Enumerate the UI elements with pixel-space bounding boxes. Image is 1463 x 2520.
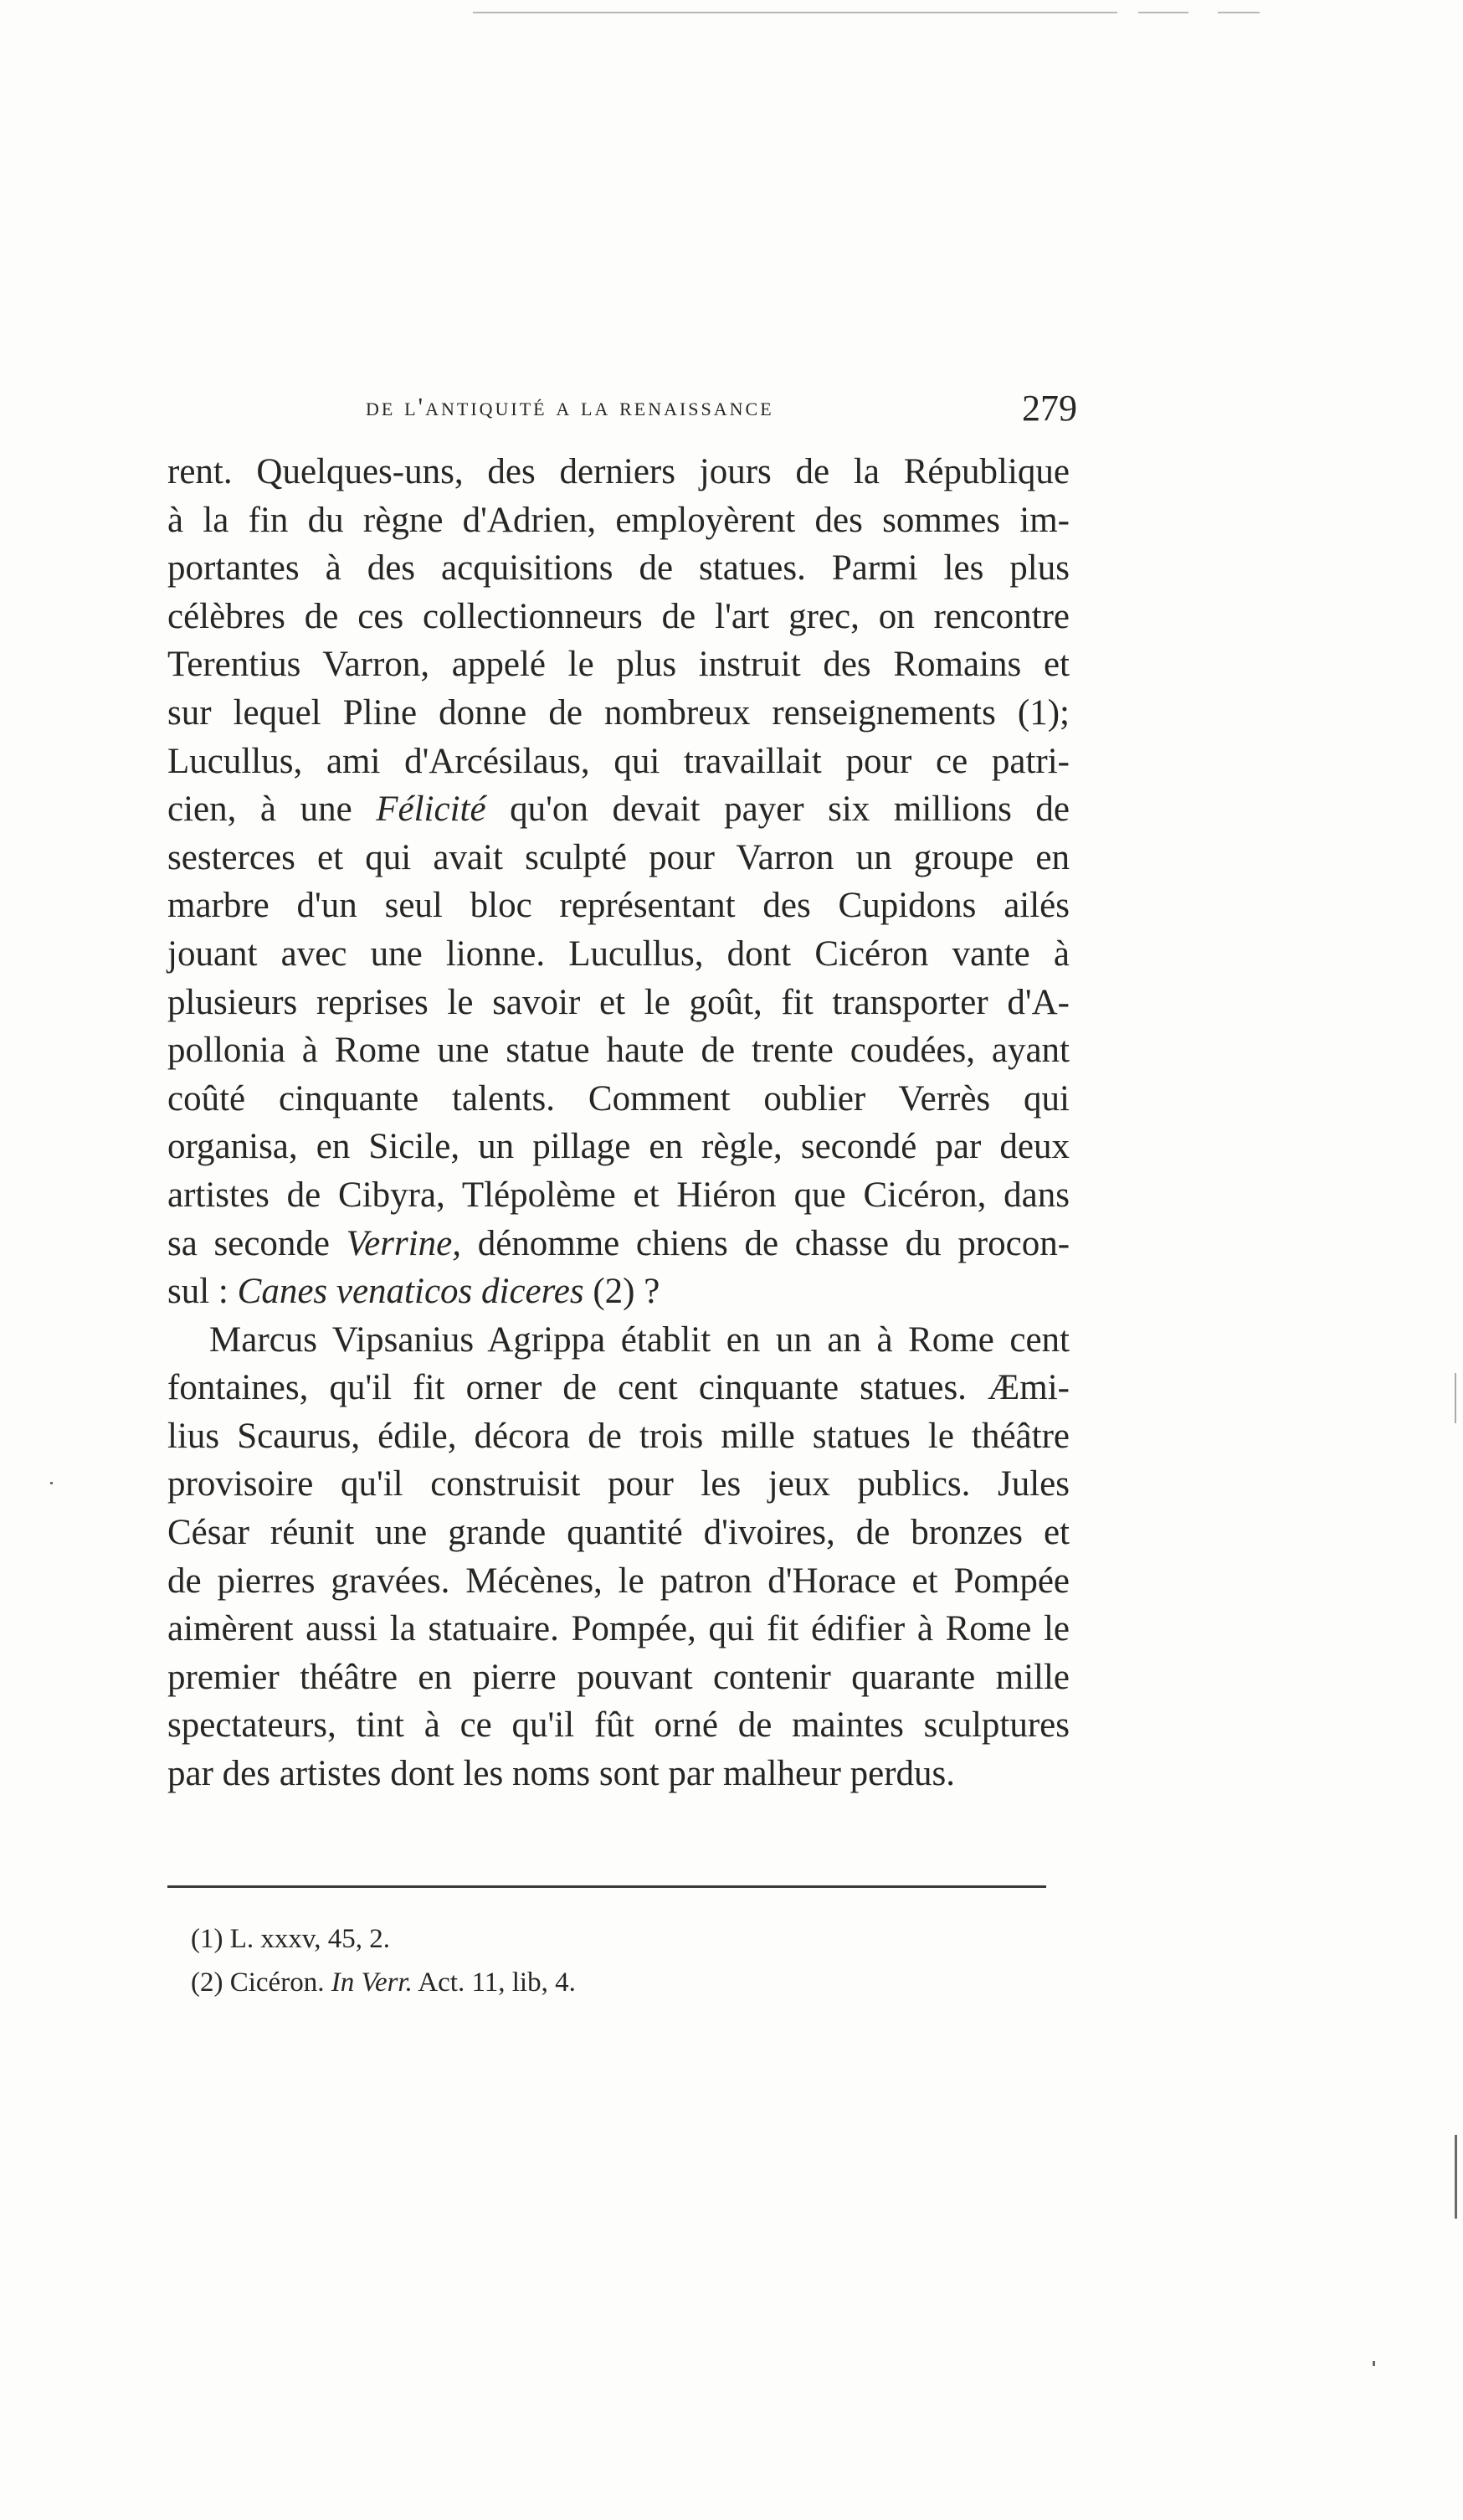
text-line: coûté cinquante talents. Comment oublier Verrès qui — [167, 1078, 1070, 1119]
text-line: de pierres gravées. Mécènes, le patron d'Horace et Pompée — [167, 1561, 1070, 1601]
text-fragment: (2) ? — [583, 1272, 660, 1312]
text-line: artistes de Cibyra, Tlépolème et Hiéron que Cicéron, dans — [167, 1175, 1070, 1215]
scan-edge-mark — [1455, 1373, 1456, 1423]
page-number: 279 — [1022, 388, 1077, 429]
text-line: sesterces et qui avait sculpté pour Varron un groupe en — [167, 837, 1070, 877]
text-fragment: dénomme chiens de chasse du procon- — [461, 1223, 1070, 1263]
scan-edge-mark — [50, 1482, 53, 1484]
text-line: à la fin du règne d'Adrien, employèrent des sommes im- — [167, 500, 1070, 540]
text-line: Terentius Varron, appelé le plus instruit des Romains et — [167, 645, 1070, 685]
footnote-text: Act. 11, lib, 4. — [412, 1967, 576, 1998]
text-line: provisoire qu'il construisit pour les jeux publics. Jules — [167, 1464, 1070, 1504]
text-line: spectateurs, tint à ce qu'il fût orné de maintes sculptures — [167, 1705, 1070, 1746]
text-line — [167, 785, 1070, 834]
running-head-title: de l'antiquité a la renaissance — [366, 392, 774, 421]
text-line: portantes à des acquisitions de statues. Parmi les plus — [167, 548, 1070, 589]
text-line: plusieurs reprises le savoir et le goût, fit transporter d'A- — [167, 982, 1070, 1022]
scan-edge-mark — [1455, 2135, 1457, 2219]
text-line: sur lequel Pline donne de nombreux renseignements (1); — [167, 692, 1070, 733]
italic-text: Verrine, — [346, 1223, 462, 1263]
text-line: célèbres de ces collectionneurs de l'art grec, on rencontre — [167, 596, 1070, 636]
text-line: organisa, en Sicile, un pillage en règle, secondé par deux — [167, 1127, 1070, 1167]
text-line: lius Scaurus, édile, décora de trois mille statues le théâtre — [167, 1416, 1070, 1456]
footnote-text: (1) L. xxxv, 45, 2. — [191, 1924, 390, 1954]
text-line: aimèrent aussi la statuaire. Pompée, qui fit édifier à Rome le — [167, 1609, 1070, 1649]
footnotes — [191, 1917, 1028, 2004]
text-fragment: sul : — [167, 1272, 238, 1312]
scan-edge-line — [1218, 12, 1260, 13]
text-fragment: sa seconde — [167, 1223, 346, 1263]
footnote-separator-rule — [167, 1885, 1046, 1888]
footnote-text: (2) Cicéron. — [191, 1967, 331, 1998]
italic-text: Canes venaticos diceres — [237, 1272, 584, 1312]
text-line: marbre d'un seul bloc représentant des Cupidons ailés — [167, 886, 1070, 926]
text-line: Lucullus, ami d'Arcésilaus, qui travaillait pour ce patri- — [167, 741, 1070, 781]
running-head — [366, 387, 1077, 437]
scan-edge-line — [1138, 12, 1188, 13]
text-line: César réunit une grande quantité d'ivoires, de bronzes et — [167, 1513, 1070, 1553]
text-line — [167, 1268, 1070, 1316]
text-line: pollonia à Rome une statue haute de trente coudées, ayant — [167, 1031, 1070, 1071]
footnote-italic: In Verr. — [331, 1967, 413, 1998]
italic-text: Félicité — [376, 789, 486, 830]
text-line: par des artistes dont les noms sont par malheur perdus. — [167, 1754, 956, 1794]
footnote — [191, 1961, 1028, 2004]
scan-edge-line — [473, 12, 1117, 13]
scan-edge-mark — [1373, 2361, 1375, 2366]
text-fragment: cien, à une — [167, 789, 377, 830]
text-fragment: qu'on devait payer six millions de — [485, 789, 1070, 830]
text-line: fontaines, qu'il fit orner de cent cinquante statues. Æmi- — [167, 1368, 1070, 1408]
text-line: Marcus Vipsanius Agrippa établit en un an à Rome cent — [209, 1319, 1070, 1360]
text-line — [167, 1220, 1070, 1268]
text-line: premier théâtre en pierre pouvant contenir quarante mille — [167, 1657, 1070, 1697]
text-line: jouant avec une lionne. Lucullus, dont Cicéron vante à — [167, 933, 1070, 974]
footnote — [191, 1917, 1028, 1961]
text-line: rent. Quelques-uns, des derniers jours de la République — [167, 452, 1070, 491]
body-text — [167, 448, 1070, 1798]
